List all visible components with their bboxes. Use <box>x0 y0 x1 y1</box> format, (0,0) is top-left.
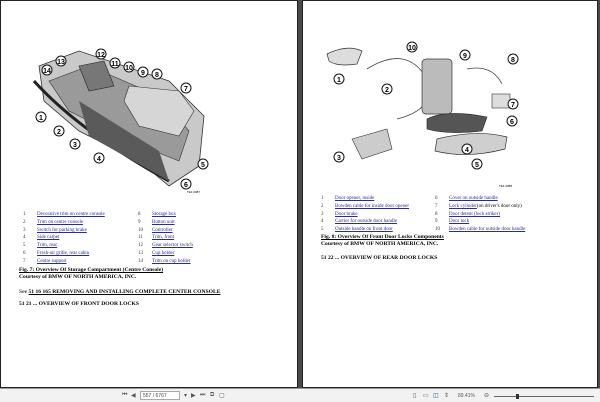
figure-caption: Fig. 7: Overview Of Storage Compartment (Centre Console) Courtesy of BMW OF NORTH AMERICA, INC. <box>19 267 164 280</box>
legend-link[interactable]: Controller <box>152 227 173 233</box>
legend-list <box>321 195 591 235</box>
legend-number: 14 <box>138 258 143 264</box>
svg-text:7: 7 <box>511 102 515 109</box>
legend-link[interactable]: Door detent (lock striker) <box>449 211 500 217</box>
legend-number: 1 <box>23 212 26 217</box>
svg-text:2: 2 <box>57 129 61 136</box>
svg-text:9: 9 <box>141 70 145 77</box>
legend-number: 5 <box>23 243 26 249</box>
center-console-figure <box>19 41 219 196</box>
svg-text:4: 4 <box>97 156 101 163</box>
legend-link[interactable]: Door opener, inside <box>335 196 375 201</box>
legend-link[interactable]: Trim, front <box>152 235 175 241</box>
legend-item <box>23 227 137 235</box>
single-page-view-icon[interactable]: ▯ <box>413 393 417 399</box>
courtesy-text: Courtesy of BMW OF NORTH AMERICA, INC. <box>321 241 439 247</box>
svg-text:8: 8 <box>155 72 159 79</box>
legend-number: 10 <box>138 227 143 233</box>
svg-text:10: 10 <box>125 65 133 72</box>
next-page-icon[interactable]: ▶ <box>191 393 196 399</box>
continuous-view-icon[interactable]: ▭ <box>423 393 429 399</box>
legend-number: 6 <box>435 196 438 201</box>
legend-link[interactable]: Door lock <box>449 219 470 225</box>
prev-page-icon[interactable]: ◀ <box>131 393 136 399</box>
legend-number: 2 <box>23 219 26 225</box>
legend-number: 13 <box>138 250 143 256</box>
legend-link[interactable]: Door brake <box>335 211 358 217</box>
section-heading: 51 21 ... OVERVIEW OF FRONT DOOR LOCKS <box>19 301 139 307</box>
front-door-locks-figure <box>317 39 527 189</box>
left-page <box>0 0 298 388</box>
legend-number: 3 <box>23 227 26 233</box>
figure-caption: Fig. 8: Overview Of Front Door Locks Components Courtesy of BMW OF NORTH AMERICA, INC. <box>321 234 444 247</box>
legend-item <box>138 242 252 250</box>
figure-code: TE1 0088 <box>499 184 513 188</box>
legend-item <box>321 218 435 226</box>
legend-list <box>23 211 293 271</box>
svg-text:4: 4 <box>465 147 469 154</box>
legend-number: 9 <box>435 219 438 225</box>
legend-link[interactable]: Outside handle on front door <box>335 227 393 233</box>
legend-note: (on driver's door only) <box>476 203 522 209</box>
legend-number: 4 <box>23 235 26 241</box>
bottom-toolbar <box>0 388 600 402</box>
legend-item <box>23 242 137 250</box>
legend-link[interactable]: Bowden cable for inside door opener <box>335 203 410 209</box>
legend-number: 7 <box>23 258 26 264</box>
right-page <box>302 0 598 388</box>
legend-link[interactable]: Trim on cup holder <box>152 258 191 264</box>
legend-number: 2 <box>321 203 324 209</box>
legend-number: 3 <box>321 211 324 217</box>
see-link[interactable]: 51 16 165 REMOVING AND INSTALLING COMPLETE CENTER CONSOLE <box>28 289 221 295</box>
svg-text:6: 6 <box>510 119 514 126</box>
svg-text:3: 3 <box>337 155 341 162</box>
legend-link[interactable]: Fresh-air grille, rear cabin <box>37 250 90 256</box>
legend-link[interactable]: Side carpet <box>37 235 60 241</box>
svg-text:9: 9 <box>463 53 467 60</box>
legend-item <box>23 258 137 266</box>
svg-text:11: 11 <box>111 61 119 68</box>
svg-text:10: 10 <box>408 45 416 52</box>
svg-text:14: 14 <box>43 68 51 75</box>
legend-link[interactable]: Bowden cable for outside door handle <box>449 227 526 233</box>
last-page-icon[interactable]: ⏭ <box>200 392 206 398</box>
svg-text:7: 7 <box>184 86 188 93</box>
legend-number: 12 <box>138 243 143 249</box>
zoom-out-icon[interactable]: ⊖ <box>484 393 490 399</box>
legend-item <box>435 218 549 226</box>
legend-link[interactable]: Cup holder <box>152 250 175 256</box>
legend-item <box>321 211 435 219</box>
legend-link[interactable]: Storage box <box>152 212 177 217</box>
two-page-view-icon[interactable]: ◫ <box>433 393 439 399</box>
legend-item <box>321 226 435 234</box>
legend-item <box>435 211 549 219</box>
svg-text:5: 5 <box>201 162 205 169</box>
legend-item <box>138 227 252 235</box>
svg-text:1: 1 <box>39 115 43 122</box>
svg-text:1: 1 <box>337 77 341 84</box>
legend-item <box>138 234 252 242</box>
section-heading: 51 22 ... OVERVIEW OF REAR DOOR LOCKS <box>321 255 438 261</box>
legend-link[interactable]: Cover on outside handle <box>449 196 498 201</box>
legend-number: 10 <box>435 227 440 233</box>
courtesy-text: Courtesy of BMW OF NORTH AMERICA, INC. <box>19 274 137 280</box>
legend-item <box>138 250 252 258</box>
figure-code: TE1 0087 <box>187 190 201 194</box>
svg-text:6: 6 <box>184 182 188 189</box>
paste-icon[interactable]: ▢ <box>219 393 225 399</box>
legend-item <box>23 234 137 242</box>
legend-link[interactable]: Switch for parking brake <box>37 227 87 233</box>
zoom-level: 89.41% <box>458 393 475 399</box>
legend-link[interactable]: Trim, rear <box>37 243 58 249</box>
legend-item <box>138 258 252 266</box>
legend-item <box>435 203 549 211</box>
copy-icon[interactable]: ⧉ <box>210 392 215 398</box>
legend-item <box>23 211 137 219</box>
legend-link[interactable]: Decorative trim on centre console <box>37 212 105 217</box>
legend-item <box>138 211 252 219</box>
fit-icon[interactable]: ⇕ <box>444 393 450 399</box>
svg-text:5: 5 <box>475 162 479 169</box>
legend-number: 8 <box>435 211 438 217</box>
svg-text:8: 8 <box>511 57 515 64</box>
legend-link[interactable]: Button unit <box>152 219 175 225</box>
page-dropdown-icon[interactable]: ▾ <box>184 393 188 399</box>
legend-item <box>435 195 549 203</box>
svg-text:3: 3 <box>73 142 77 149</box>
legend-number: 6 <box>23 250 26 256</box>
legend-number: 7 <box>435 203 438 209</box>
legend-link[interactable]: Centre support <box>37 258 67 264</box>
legend-number: 8 <box>138 212 141 217</box>
svg-text:2: 2 <box>385 87 389 94</box>
legend-link[interactable]: Carrier for outside door handle <box>335 219 397 225</box>
legend-number: 9 <box>138 219 141 225</box>
legend-number: 5 <box>321 227 324 233</box>
svg-text:12: 12 <box>97 52 105 59</box>
legend-item <box>321 195 435 203</box>
svg-text:13: 13 <box>57 59 65 66</box>
legend-link[interactable]: Trim on centre console <box>37 219 84 225</box>
legend-link[interactable]: Gear selector switch <box>152 243 193 249</box>
legend-item <box>23 219 137 227</box>
legend-item <box>138 219 252 227</box>
legend-number: 11 <box>138 235 143 241</box>
first-page-icon[interactable]: ⏮ <box>122 392 128 398</box>
legend-number: 1 <box>321 196 324 201</box>
zoom-slider[interactable] <box>494 396 594 397</box>
legend-number: 4 <box>321 219 324 225</box>
legend-link[interactable]: Lock cylinder <box>449 203 477 209</box>
legend-item <box>23 250 137 258</box>
see-reference: See 51 16 165 REMOVING AND INSTALLING COMPLETE CENTER CONSOLE <box>19 289 221 295</box>
legend-item <box>435 226 549 234</box>
page-number-input[interactable]: 557 / 6767 <box>140 391 180 400</box>
legend-item <box>321 203 435 211</box>
